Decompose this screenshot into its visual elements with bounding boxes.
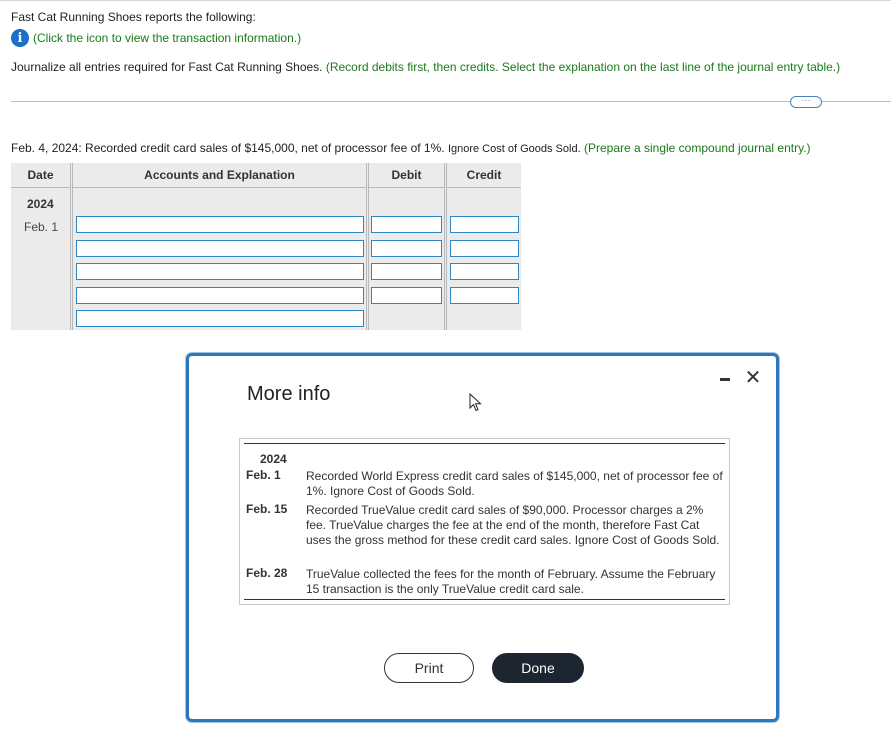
credit-input-2[interactable] (450, 240, 519, 257)
column-separator (444, 163, 447, 330)
debit-input-4[interactable] (371, 287, 442, 304)
transaction-description: Recorded World Express credit card sales of $145,000, net of processor fee of 1%. Ignore Cost of Goods Sold. (306, 469, 723, 498)
account-input-4[interactable] (76, 287, 364, 304)
transaction-info-row[interactable] (11, 29, 301, 47)
question-prompt (11, 141, 811, 155)
more-info-dialog (186, 353, 779, 722)
credit-input-1[interactable] (450, 216, 519, 233)
done-button[interactable]: Done (492, 653, 584, 683)
minimize-bar (720, 378, 730, 381)
date-column-header: Date (11, 163, 70, 188)
transaction-date: Feb. 1 (246, 468, 281, 482)
transaction-info-box (239, 438, 730, 605)
journal-entry-table (11, 163, 521, 330)
section-divider (11, 101, 891, 102)
explanation-input[interactable] (76, 310, 364, 327)
credit-input-4[interactable] (450, 287, 519, 304)
instructions-note: (Record debits first, then credits. Select the explanation on the last line of the journal entry table.) (325, 60, 841, 74)
top-rule (244, 443, 725, 444)
instructions-main: Journalize all entries required for Fast Cat Running Shoes. (11, 60, 323, 74)
info-icon[interactable]: i (11, 29, 29, 47)
debit-input-2[interactable] (371, 240, 442, 257)
debit-column-header: Debit (369, 163, 444, 188)
close-icon[interactable]: ✕ (744, 367, 762, 389)
journal-date: Feb. 1 (24, 220, 59, 234)
column-separator (366, 163, 369, 330)
top-border (0, 0, 891, 1)
account-column-header: Accounts and Explanation (73, 163, 366, 188)
account-input-1[interactable] (76, 216, 364, 233)
minimize-icon[interactable] (716, 370, 734, 388)
transaction-year: 2024 (260, 452, 287, 466)
debit-input-1[interactable] (371, 216, 442, 233)
question-note: (Prepare a single compound journal entry.) (583, 141, 811, 155)
credit-input-3[interactable] (450, 263, 519, 280)
expand-more-button[interactable]: ··· (790, 96, 822, 108)
journal-year: 2024 (27, 197, 54, 211)
credit-column-header: Credit (447, 163, 521, 188)
debit-input-3[interactable] (371, 263, 442, 280)
question-text: Feb. 4, 2024: Recorded credit card sales of $145,000, net of processor fee of 1%. (11, 141, 445, 155)
dialog-title: More info (247, 383, 331, 405)
transaction-info-link[interactable]: (Click the icon to view the transaction information.) (33, 31, 302, 45)
account-input-3[interactable] (76, 263, 364, 280)
print-button[interactable]: Print (384, 653, 474, 683)
intro-text: Fast Cat Running Shoes reports the following: (11, 10, 256, 24)
transaction-description: Recorded TrueValue credit card sales of $90,000. Processor charges a 2% fee. TrueValue charges the fee at the end of the month, therefore Fast Cat uses the gross method for these credit card sales. Ignore Cost of Goods Sold. (306, 503, 720, 547)
transaction-date: Feb. 28 (246, 566, 288, 580)
transaction-date: Feb. 15 (246, 502, 288, 516)
mouse-pointer-icon (469, 393, 483, 413)
bottom-rule (244, 599, 725, 600)
transaction-description: TrueValue collected the fees for the month of February. Assume the February 15 transaction is the only TrueValue credit card sale. (306, 567, 716, 596)
column-separator (70, 163, 73, 330)
question-small-text: Ignore Cost of Goods Sold. (447, 143, 581, 155)
instructions (11, 60, 840, 74)
account-input-2[interactable] (76, 240, 364, 257)
